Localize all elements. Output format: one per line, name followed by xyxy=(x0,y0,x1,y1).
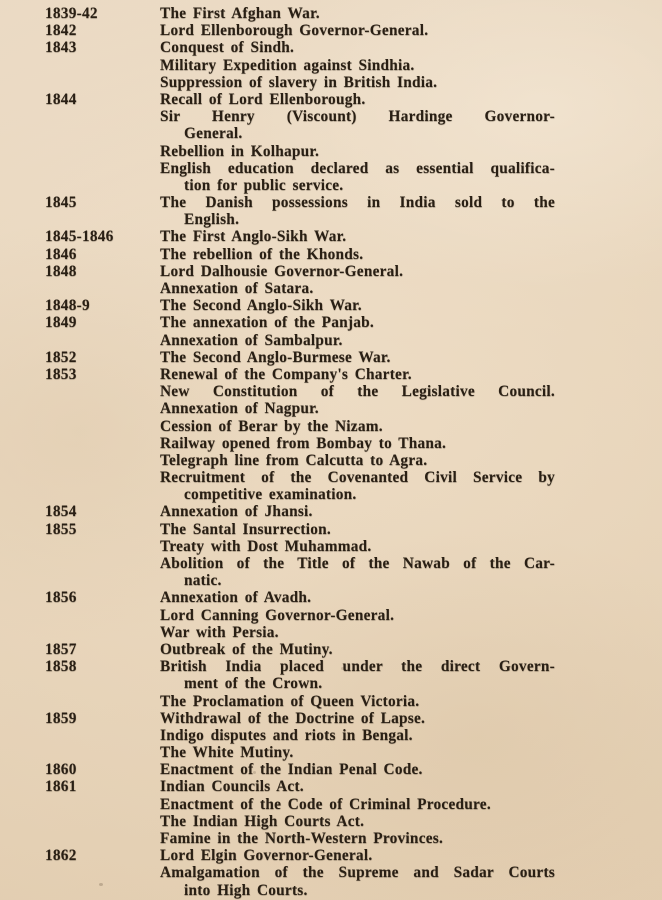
entry-year: 1845 xyxy=(45,194,77,212)
event-line: Enactment of the Indian Penal Code. xyxy=(160,761,423,779)
entry-year: 1854 xyxy=(45,503,77,521)
event-line: The First Afghan War. xyxy=(160,5,320,22)
event-line: The Indian High Courts Act. xyxy=(160,812,365,830)
event-line: Sir Henry (Viscount) Hardinge Governor- xyxy=(160,108,555,126)
event-line: Annexation of Sambalpur. xyxy=(160,331,343,349)
event-line: Lord Ellenborough Governor-General. xyxy=(160,22,429,40)
timeline-entry xyxy=(0,349,662,366)
entry-year: 1848-9 xyxy=(45,297,90,315)
event-line: War with Persia. xyxy=(160,623,279,641)
event-line: The Second Anglo-Sikh War. xyxy=(160,297,362,315)
timeline-entry xyxy=(0,5,662,22)
event-line: Annexation of Jhansi. xyxy=(160,503,313,521)
entry-event-lines xyxy=(160,246,555,263)
entry-event-lines xyxy=(160,39,555,91)
event-line: Lord Canning Governor-General. xyxy=(160,606,395,624)
entry-year: 1852 xyxy=(45,348,77,366)
entry-event-lines xyxy=(160,778,555,847)
entry-year: 1861 xyxy=(45,778,77,796)
event-line: Conquest of Sindh. xyxy=(160,39,295,57)
entry-year: 1860 xyxy=(45,761,77,779)
entry-event-lines xyxy=(160,22,555,39)
event-line: The Danish possessions in India sold to the xyxy=(160,194,555,212)
event-line: The Second Anglo-Burmese War. xyxy=(160,348,391,366)
timeline-entry xyxy=(0,194,662,228)
entry-year: 1844 xyxy=(45,90,77,108)
scan-speck xyxy=(253,771,256,774)
event-line: Outbreak of the Mutiny. xyxy=(160,640,333,658)
timeline-entry xyxy=(0,778,662,847)
event-line: English education declared as essential qualifica- xyxy=(160,159,555,177)
event-line: Enactment of the Code of Criminal Procedure. xyxy=(160,795,491,813)
event-line: Suppression of slavery in British India. xyxy=(160,73,438,91)
chronology-timeline xyxy=(0,5,662,899)
event-line: The First Anglo-Sikh War. xyxy=(160,228,347,246)
entry-event-lines xyxy=(160,503,555,520)
timeline-entry xyxy=(0,658,662,710)
event-line: Annexation of Avadh. xyxy=(160,589,312,607)
timeline-entry xyxy=(0,91,662,194)
entry-event-lines xyxy=(160,194,555,228)
event-line: British India placed under the direct Govern- xyxy=(160,658,555,676)
timeline-entry xyxy=(0,503,662,520)
timeline-entry xyxy=(0,589,662,641)
event-line: Annexation of Nagpur. xyxy=(160,400,319,418)
entry-event-lines xyxy=(160,710,555,762)
event-line: Renewal of the Company's Charter. xyxy=(160,365,412,383)
timeline-entry xyxy=(0,521,662,590)
event-line: Lord Elgin Governor-General. xyxy=(160,847,373,865)
event-line: Abolition of the Title of the Nawab of the Car- xyxy=(160,555,555,572)
event-line: Indian Councils Act. xyxy=(160,778,304,796)
event-line: The White Mutiny. xyxy=(160,744,294,762)
timeline-entry xyxy=(0,761,662,778)
event-line: natic. xyxy=(184,572,222,590)
entry-year: 1856 xyxy=(45,589,77,607)
entry-year: 1853 xyxy=(45,365,77,383)
entry-event-lines xyxy=(160,641,555,658)
entry-event-lines xyxy=(160,297,555,314)
event-line: competitive examination. xyxy=(184,486,357,504)
event-line: Railway opened from Bombay to Thana. xyxy=(160,434,447,452)
event-line: General. xyxy=(184,125,243,143)
entry-year: 1858 xyxy=(45,658,77,676)
entry-event-lines xyxy=(160,314,555,348)
event-line: ment of the Crown. xyxy=(184,675,323,693)
entry-year: 1857 xyxy=(45,640,77,658)
entry-event-lines xyxy=(160,658,555,710)
event-line: Amalgamation of the Supreme and Sadar Courts xyxy=(160,864,555,882)
scan-speck xyxy=(341,667,344,670)
entry-year: 1859 xyxy=(45,709,77,727)
event-line: Withdrawal of the Doctrine of Lapse. xyxy=(160,709,426,727)
event-line: tion for public service. xyxy=(184,176,344,194)
timeline-entry xyxy=(0,228,662,245)
entry-event-lines xyxy=(160,5,555,22)
timeline-entry xyxy=(0,263,662,297)
entry-event-lines xyxy=(160,521,555,590)
event-line: into High Courts. xyxy=(184,881,308,899)
event-line: Treaty with Dost Muhammad. xyxy=(160,537,372,555)
entry-year: 1843 xyxy=(45,39,77,57)
timeline-entry xyxy=(0,22,662,39)
event-line: Military Expedition against Sindhia. xyxy=(160,56,415,74)
entry-event-lines xyxy=(160,761,555,778)
entry-event-lines xyxy=(160,366,555,504)
entry-event-lines xyxy=(160,847,555,899)
event-line: The Santal Insurrection. xyxy=(160,520,331,538)
event-line: The rebellion of the Khonds. xyxy=(160,245,364,263)
event-line: Recall of Lord Ellenborough. xyxy=(160,90,366,108)
timeline-entry xyxy=(0,847,662,899)
entry-year: 1862 xyxy=(45,847,77,865)
timeline-entry xyxy=(0,39,662,91)
entry-event-lines xyxy=(160,349,555,366)
event-line: New Constitution of the Legislative Council. xyxy=(160,383,555,401)
event-line: Indigo disputes and riots in Bengal. xyxy=(160,726,413,744)
entry-year: 1848 xyxy=(45,262,77,280)
scan-speck xyxy=(99,883,103,886)
entry-event-lines xyxy=(160,589,555,641)
event-line: Famine in the North-Western Provinces. xyxy=(160,830,444,847)
event-line: Recruitment of the Covenanted Civil Service by xyxy=(160,469,555,487)
event-line: Rebellion in Kolhapur. xyxy=(160,142,320,160)
timeline-entry xyxy=(0,710,662,762)
entry-year: 1839-42 xyxy=(45,5,98,22)
event-line: Annexation of Satara. xyxy=(160,280,314,297)
event-line: The Proclamation of Queen Victoria. xyxy=(160,692,420,710)
timeline-entry xyxy=(0,314,662,348)
timeline-entry xyxy=(0,366,662,504)
entry-year: 1842 xyxy=(45,22,77,40)
event-line: The annexation of the Panjab. xyxy=(160,314,375,332)
entry-year: 1845-1846 xyxy=(45,228,114,246)
entry-event-lines xyxy=(160,263,555,297)
event-line: Telegraph line from Calcutta to Agra. xyxy=(160,451,428,469)
entry-event-lines xyxy=(160,228,555,245)
entry-year: 1849 xyxy=(45,314,77,332)
timeline-entry xyxy=(0,246,662,263)
event-line: English. xyxy=(184,211,240,229)
entry-year: 1846 xyxy=(45,245,77,263)
event-line: Cession of Berar by the Nizam. xyxy=(160,417,383,435)
timeline-entry xyxy=(0,641,662,658)
entry-event-lines xyxy=(160,91,555,194)
event-line: Lord Dalhousie Governor-General. xyxy=(160,262,404,280)
entry-year: 1855 xyxy=(45,520,77,538)
timeline-entry xyxy=(0,297,662,314)
